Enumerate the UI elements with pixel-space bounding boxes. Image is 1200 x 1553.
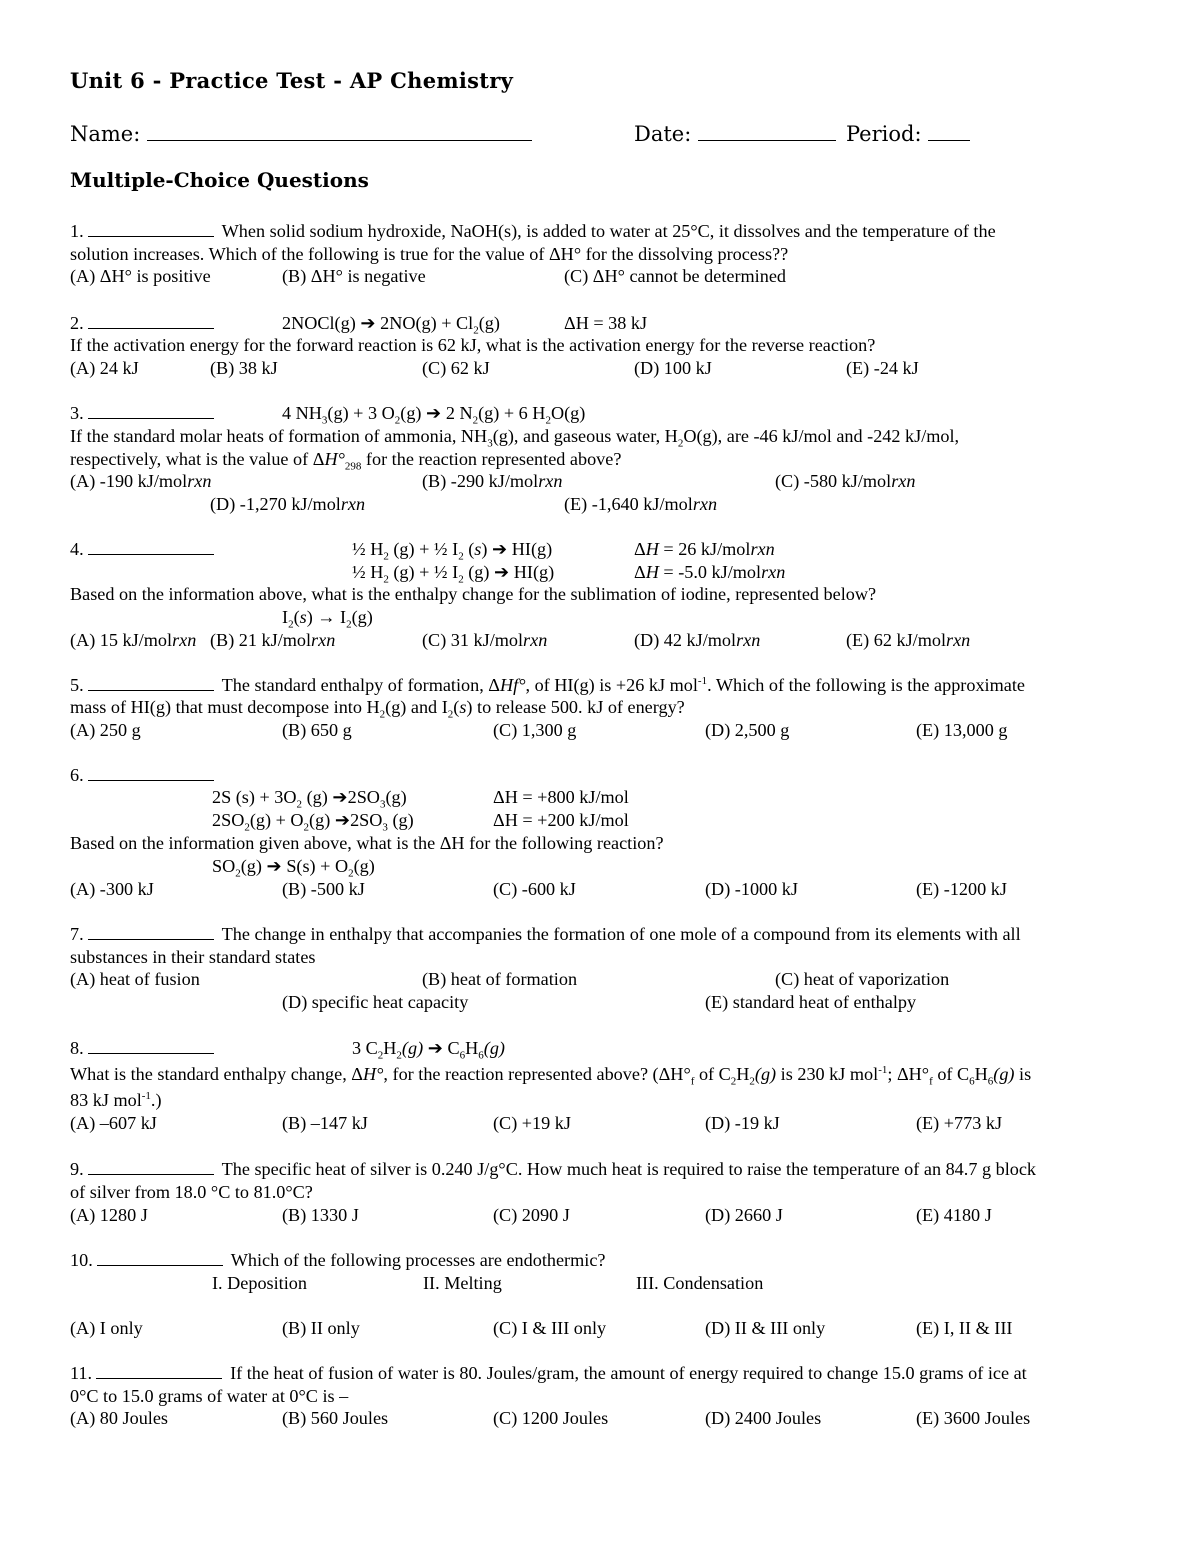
question-8-equation: 3 $C_2H_2(g)$ ➔ $C_6H_6(g)$ xyxy=(352,1038,505,1062)
choice-8e: (E) +773 kJ xyxy=(916,1113,1003,1133)
choice-3c: (C) -580 kJ/molrxn xyxy=(775,471,916,491)
choice-7e: (E) standard heat of enthalpy xyxy=(705,992,917,1012)
choice-9a: (A) 1280 J xyxy=(70,1205,148,1225)
answer-blank-2[interactable] xyxy=(88,312,214,329)
question-6-reaction-1: 2S $(s) + 3O_2$ (g) $➔2SO_3(g)$ xyxy=(212,787,407,811)
question-number: 4. xyxy=(70,539,84,559)
answer-blank-3[interactable] xyxy=(88,402,214,419)
choice-9c: (C) 2090 J xyxy=(493,1205,570,1225)
question-11-stem-line-2: 0°C to 15.0 grams of water at 0°C is – xyxy=(70,1386,349,1406)
name-label: Name: xyxy=(70,122,141,146)
name-field[interactable] xyxy=(70,120,532,146)
question-10-option-i: I. Deposition xyxy=(212,1273,307,1293)
question-4-number xyxy=(70,538,222,560)
choice-6d: (D) -1000 kJ xyxy=(705,879,798,899)
question-number: 1. xyxy=(70,221,84,241)
question-number: 7. xyxy=(70,924,84,944)
question-7-stem-line-2: substances in their standard states xyxy=(70,947,316,967)
question-2-equation: 2NOCl(g) ➔ $2NO(g) + Cl_2(g)$ xyxy=(282,313,500,337)
answer-blank-10[interactable] xyxy=(97,1249,223,1266)
question-5-stem-line-2: mass of HI(g) that must decompose into $H_2(g)$ and $I_2(s)$ to release 500. kJ of energy? xyxy=(70,697,685,721)
question-8-stem-line-2: 83 kJ mol$^{-1}$.) xyxy=(70,1089,162,1110)
question-4-enthalpy-2: ΔH = -5.0 kJ/molrxn xyxy=(634,562,786,582)
answer-blank-6[interactable] xyxy=(88,764,214,781)
question-11-stem-line-1: 11. If the heat of fusion of water is 80. Joules/gram, the amount of energy required to change 15.0 grams of ice at xyxy=(70,1363,1027,1383)
choice-8b: (B) –147 kJ xyxy=(282,1113,368,1133)
question-8-stem-line-1: What is the standard enthalpy change, ΔH°, for the reaction represented above? ($\Delta H^\circ_f$ of $C_2H_2(g)$ is 230 kJ mol$^{-1}$; $\Delta H^\circ_f$ of $C_6H_6(g)$ is xyxy=(70,1063,1032,1088)
question-1-stem-line-2: solution increases. Which of the following is true for the value of ΔH° for the dissolving process?? xyxy=(70,244,789,264)
date-blank[interactable] xyxy=(698,120,836,141)
question-number: 2. xyxy=(70,313,84,333)
choice-10a: (A) I only xyxy=(70,1318,143,1338)
question-3-equation: 4 $NH_3(g) + 3$ $O_2(g)$ ➔ 2 $N_2(g) + 6$ $H_2O(g)$ xyxy=(282,403,586,427)
choice-3e: (E) -1,640 kJ/molrxn xyxy=(564,494,718,514)
choice-5e: (E) 13,000 g xyxy=(916,720,1008,740)
choice-3d: (D) -1,270 kJ/molrxn xyxy=(210,494,366,514)
choice-3b: (B) -290 kJ/molrxn xyxy=(422,471,563,491)
choice-10e: (E) I, II & III xyxy=(916,1318,1013,1338)
answer-blank-5[interactable] xyxy=(88,674,214,691)
question-6-reaction-2: $2SO_2(g) + O_2(g)$ $➔2SO_3$ (g) xyxy=(212,810,414,834)
choice-11e: (E) 3600 Joules xyxy=(916,1408,1031,1428)
date-label: Date: xyxy=(634,122,692,146)
choice-6c: (C) -600 kJ xyxy=(493,879,576,899)
choice-2c: (C) 62 kJ xyxy=(422,358,490,378)
answer-blank-1[interactable] xyxy=(88,220,214,237)
question-number: 8. xyxy=(70,1038,84,1058)
choice-8c: (C) +19 kJ xyxy=(493,1113,571,1133)
answer-blank-7[interactable] xyxy=(88,923,214,940)
question-7-stem-line-1: 7. The change in enthalpy that accompanies the formation of one mole of a compound from its elements with all xyxy=(70,924,1021,944)
question-3-number xyxy=(70,402,222,424)
choice-10b: (B) II only xyxy=(282,1318,360,1338)
question-4-stem: Based on the information above, what is the enthalpy change for the sublimation of iodine, represented below? xyxy=(70,584,877,604)
question-number: 11. xyxy=(70,1363,93,1383)
question-6-target-reaction: $SO_2(g)$ ➔ $S(s) + O_2(g)$ xyxy=(212,856,375,880)
question-10-option-iii: III. Condensation xyxy=(636,1273,764,1293)
question-3-stem-line-2: respectively, what is the value of $\Delta H^\circ_{298}$ for the reaction represented above? xyxy=(70,449,622,473)
choice-4c: (C) 31 kJ/molrxn xyxy=(422,630,548,650)
choice-9e: (E) 4180 J xyxy=(916,1205,992,1225)
question-6-enthalpy-1: ΔH = +800 kJ/mol xyxy=(493,787,629,807)
choice-4d: (D) 42 kJ/molrxn xyxy=(634,630,761,650)
answer-blank-9[interactable] xyxy=(88,1158,214,1175)
section-title: Multiple-Choice Questions xyxy=(70,168,369,192)
choice-6b: (B) -500 kJ xyxy=(282,879,365,899)
page-title: Unit 6 - Practice Test - AP Chemistry xyxy=(70,68,514,93)
question-10-option-ii: II. Melting xyxy=(423,1273,502,1293)
question-number: 9. xyxy=(70,1159,84,1179)
question-number: 10. xyxy=(70,1250,93,1270)
question-2-enthalpy: ΔH = 38 kJ xyxy=(564,313,648,333)
choice-10d: (D) II & III only xyxy=(705,1318,826,1338)
choice-1c: (C) ΔH° cannot be determined xyxy=(564,266,786,286)
period-blank[interactable] xyxy=(928,120,970,141)
question-4-enthalpy-1: ΔH = 26 kJ/molrxn xyxy=(634,539,775,559)
question-10-stem: 10. Which of the following processes are endothermic? xyxy=(70,1250,606,1270)
choice-2b: (B) 38 kJ xyxy=(210,358,278,378)
choice-1b: (B) ΔH° is negative xyxy=(282,266,426,286)
choice-7a: (A) heat of fusion xyxy=(70,969,200,989)
choice-8d: (D) -19 kJ xyxy=(705,1113,780,1133)
choice-3a: (A) -190 kJ/molrxn xyxy=(70,471,212,491)
question-1-stem-line-1 xyxy=(70,220,996,242)
choice-11d: (D) 2400 Joules xyxy=(705,1408,822,1428)
choice-7c: (C) heat of vaporization xyxy=(775,969,950,989)
choice-2a: (A) 24 kJ xyxy=(70,358,139,378)
choice-11b: (B) 560 Joules xyxy=(282,1408,389,1428)
choice-5c: (C) 1,300 g xyxy=(493,720,577,740)
choice-2d: (D) 100 kJ xyxy=(634,358,712,378)
period-field[interactable] xyxy=(846,120,970,146)
choice-8a: (A) –607 kJ xyxy=(70,1113,157,1133)
question-3-stem-line-1: If the standard molar heats of formation of ammonia, $NH_3(g)$, and gaseous water, $H_2O(g)$, are -46 kJ/mol and -242 kJ/mol, xyxy=(70,426,960,450)
choice-9d: (D) 2660 J xyxy=(705,1205,783,1225)
choice-5b: (B) 650 g xyxy=(282,720,352,740)
date-field[interactable] xyxy=(634,120,836,146)
question-8-number xyxy=(70,1037,222,1059)
answer-blank-11[interactable] xyxy=(96,1362,222,1379)
choice-4e: (E) 62 kJ/molrxn xyxy=(846,630,971,650)
question-9-stem-line-2: of silver from 18.0 °C to 81.0°C? xyxy=(70,1182,313,1202)
choice-5d: (D) 2,500 g xyxy=(705,720,790,740)
period-label: Period: xyxy=(846,122,922,146)
choice-6a: (A) -300 kJ xyxy=(70,879,154,899)
question-2-number xyxy=(70,312,222,334)
choice-4a: (A) 15 kJ/molrxn xyxy=(70,630,197,650)
choice-5a: (A) 250 g xyxy=(70,720,141,740)
question-number: 5. xyxy=(70,675,84,695)
question-4-reaction-1: ½ $H_2$ (g) + ½ $I_2$ (s) ➔ HI(g) xyxy=(352,539,553,563)
choice-10c: (C) I & III only xyxy=(493,1318,607,1338)
question-number: 6. xyxy=(70,765,84,785)
answer-blank-8[interactable] xyxy=(88,1037,214,1054)
question-6-number xyxy=(70,764,222,786)
choice-7b: (B) heat of formation xyxy=(422,969,578,989)
choice-2e: (E) -24 kJ xyxy=(846,358,919,378)
choice-11a: (A) 80 Joules xyxy=(70,1408,168,1428)
name-blank[interactable] xyxy=(147,120,532,141)
question-6-enthalpy-2: ΔH = +200 kJ/mol xyxy=(493,810,629,830)
question-2-stem: If the activation energy for the forward reaction is 62 kJ, what is the activation energy for the reverse reaction? xyxy=(70,335,876,355)
answer-blank-4[interactable] xyxy=(88,538,214,555)
question-number: 3. xyxy=(70,403,84,423)
question-text: When solid sodium hydroxide, NaOH(s), is added to water at 25°C, it dissolves and the temperature of the xyxy=(221,221,996,241)
question-5-stem-line-1: 5. The standard enthalpy of formation, ΔHf°, of HI(g) is +26 kJ mol$^{-1}$. Which of the following is the approximate xyxy=(70,674,1025,695)
choice-6e: (E) -1200 kJ xyxy=(916,879,1007,899)
question-9-stem-line-1: 9. The specific heat of silver is 0.240 J/g°C. How much heat is required to raise the temperature of an 84.7 g block xyxy=(70,1159,1037,1179)
choice-9b: (B) 1330 J xyxy=(282,1205,359,1225)
choice-4b: (B) 21 kJ/molrxn xyxy=(210,630,336,650)
choice-1a: (A) ΔH° is positive xyxy=(70,266,211,286)
choice-11c: (C) 1200 Joules xyxy=(493,1408,609,1428)
question-4-sublimation: $I_2(s) \to I_2(g)$ xyxy=(282,607,373,631)
question-6-stem: Based on the information given above, what is the ΔH for the following reaction? xyxy=(70,833,664,853)
choice-7d: (D) specific heat capacity xyxy=(282,992,469,1012)
question-4-reaction-2: ½ $H_2$ (g) + ½ $I_2$ (g) ➔ HI(g) xyxy=(352,562,555,586)
